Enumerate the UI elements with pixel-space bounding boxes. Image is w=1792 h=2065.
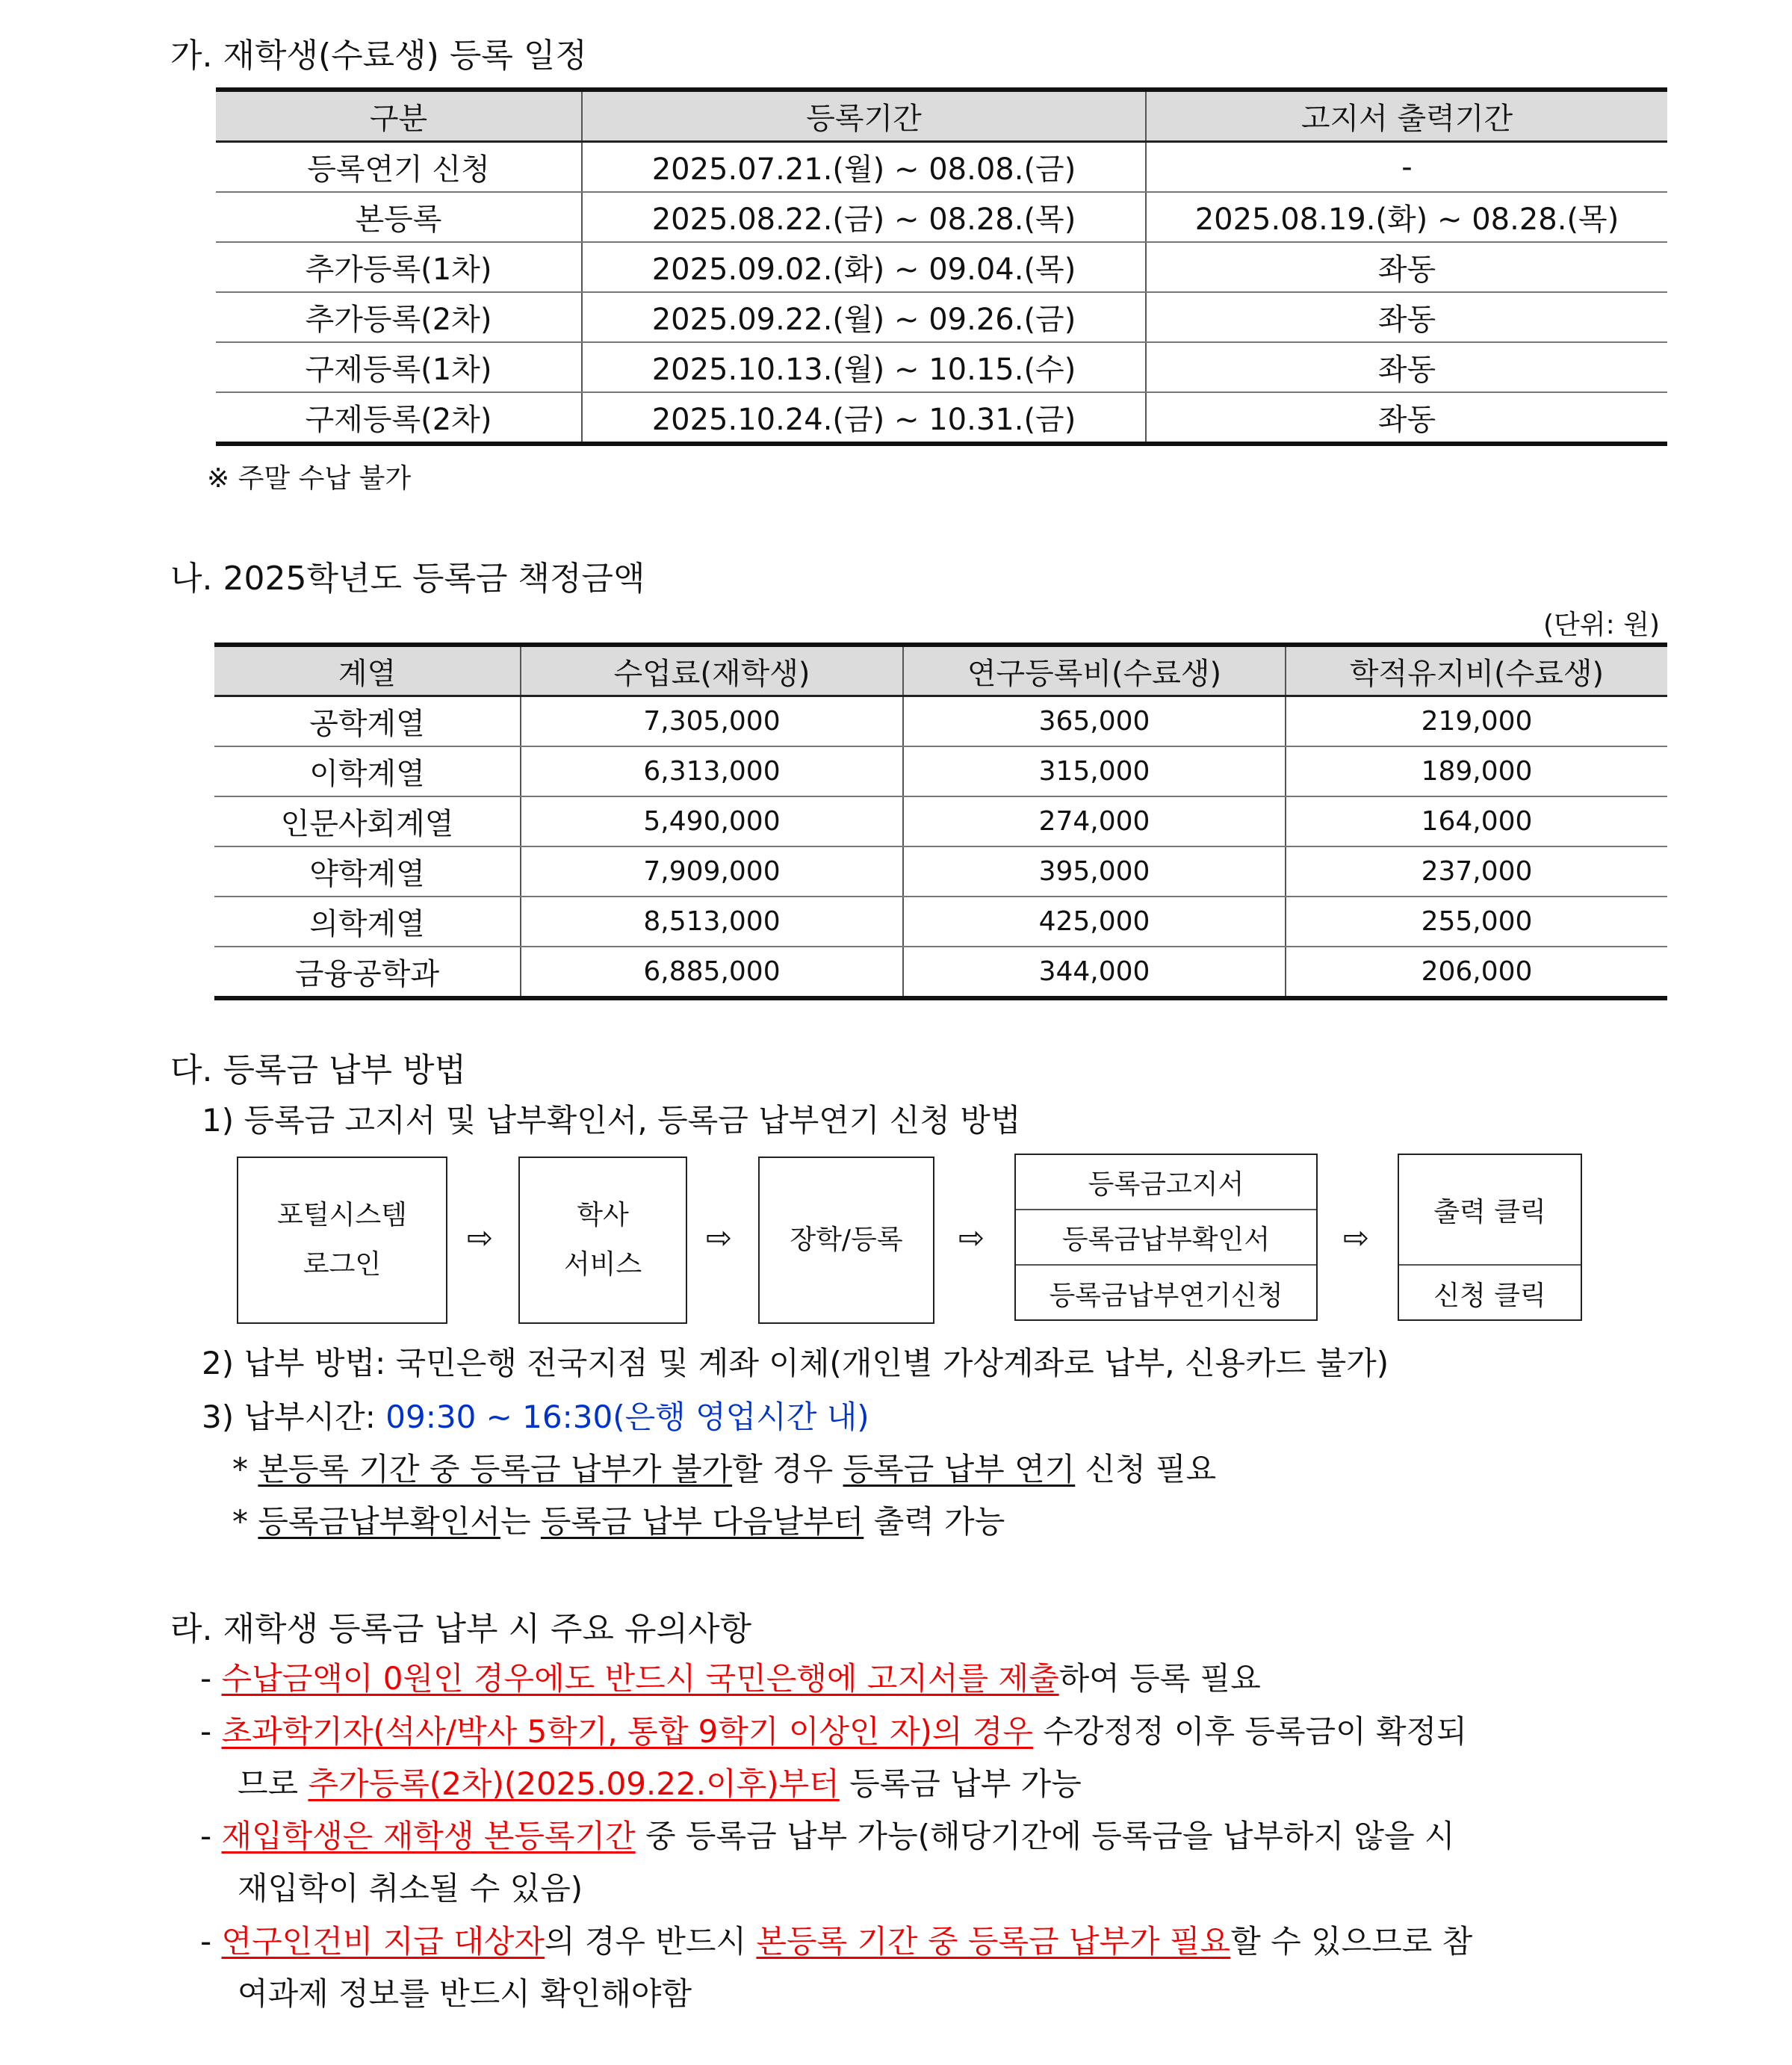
unit-label: (단위: 원) [1543,610,1660,640]
table-cell: 7,305,000 [521,696,903,747]
right-arrow-icon: ⇨ [706,1219,733,1256]
red-underlined-text: 연구인건비 지급 대상자 [221,1923,545,1960]
red-underlined-text: 추가등록(2차)(2025.09.22.이후)부터 [308,1765,840,1802]
apply-click-label: 신청 클릭 [1433,1280,1546,1311]
column-header: 학적유지비(수료생) [1286,645,1667,696]
flow-text: 장학/등록 [790,1225,903,1255]
caution-text: 수강정정 이후 등록금이 확정되 [1032,1713,1467,1750]
flow-text: 로그인 [303,1249,382,1280]
column-header: 수업료(재학생) [521,645,903,696]
table-row [214,796,1667,846]
table-row [216,242,1667,292]
method-item-1: 1) 등록금 고지서 및 납부확인서, 등록금 납부연기 신청 방법 [202,1102,1021,1139]
section-d-title: 라. 재학생 등록금 납부 시 주요 유의사항 [170,1610,751,1648]
table-row [214,746,1667,796]
column-header: 연구등록비(수료생) [903,645,1286,696]
column-header: 고지서 출력기간 [1146,90,1667,142]
table-cell: 2025.08.19.(화) ~ 08.28.(목) [1146,192,1667,242]
table-cell: 본등록 [216,192,582,242]
payment-time-value: 09:30 ~ 16:30(은행 영업시간 내) [385,1399,869,1435]
caution-text: 할 수 있으므로 참 [1230,1923,1473,1960]
payment-time-label: 3) 납부시간: [202,1399,386,1435]
bullet-star: * [232,1451,248,1487]
caution-text: 중 등록금 납부 가능(해당기간에 등록금을 납부하지 않을 시 [635,1818,1455,1854]
flow-box-scholarship-registration [758,1157,934,1324]
flow-box-academic-service [518,1157,687,1324]
underlined-text: 본등록 기간 중 등록금 납부가 불가 [258,1451,733,1487]
star-note-1 [232,1445,1216,1490]
print-click-label: 출력 클릭 [1399,1155,1581,1266]
table-cell: 인문사회계열 [214,796,521,846]
red-underlined-text: 본등록 기간 중 등록금 납부가 필요 [756,1923,1231,1960]
table-cell: 구제등록(2차) [305,403,492,437]
table-header-row [214,645,1667,696]
table-cell: 2025.10.24.(금) ~ 10.31.(금) [582,392,1146,444]
table-cell: 구제등록(1차) [216,342,582,392]
bullet-star: * [232,1503,248,1540]
tuition-fee-table [214,643,1667,1000]
table-cell: 206,000 [1286,947,1667,998]
flow-text: 서비스 [563,1249,642,1280]
table-cell: 추가등록(2차) [216,292,582,342]
table-cell: 공학계열 [214,696,521,747]
flow-text: 포털시스템 [277,1200,407,1230]
table-cell: 금융공학과 [294,957,440,991]
table-cell: 365,000 [903,696,1286,747]
flow-action-box [1398,1154,1582,1321]
column-header: 구분 [216,90,582,142]
table-cell: 189,000 [1286,746,1667,796]
table-cell: 344,000 [903,947,1286,998]
table-cell: 의학계열 [214,897,521,947]
table-row [214,897,1667,947]
right-arrow-icon: ⇨ [958,1219,985,1256]
table-cell: 좌동 [1146,292,1667,342]
table-row [216,292,1667,342]
table-cell: 6,885,000 [521,947,903,998]
caution-item-2-cont [238,1759,1082,1804]
table-cell: 237,000 [1286,846,1667,897]
table-cell: 8,513,000 [521,897,903,947]
table-cell: 2025.09.02.(화) ~ 09.04.(목) [582,242,1146,292]
note-text: 는 [500,1503,541,1540]
section-b-title: 나. 2025학년도 등록금 책정금액 [170,560,645,598]
column-header: 등록기간 [582,90,1146,142]
red-underlined-text: 수납금액이 0원인 경우에도 반드시 국민은행에 고지서를 제출 [221,1660,1059,1697]
caution-item-4-cont: 여과제 정보를 반드시 확인해야함 [238,1975,692,2012]
red-underlined-text: 재입학생은 재학생 본등록기간 [221,1818,636,1854]
table-cell: 5,490,000 [521,796,903,846]
table-row [216,392,1667,444]
table-cell: 6,313,000 [521,746,903,796]
table-row [216,342,1667,392]
table-cell: 등록연기 신청 [216,142,582,193]
flow-text: 학사 [577,1200,629,1230]
dash-bullet: - [200,1923,212,1960]
flow-item-tuition-bill: 등록금고지서 [1016,1155,1316,1210]
caution-text: 하여 등록 필요 [1058,1660,1261,1697]
caution-text: 의 경우 반드시 [544,1923,757,1960]
star-note-2 [232,1497,1005,1542]
flow-item-payment-confirmation: 등록금납부확인서 [1016,1210,1316,1266]
flow-item-payment-deferral: 등록금납부연기신청 [1049,1280,1283,1311]
method-item-3 [202,1393,869,1437]
underlined-text: 등록금 납부 연기 [843,1451,1076,1487]
table-cell: 315,000 [903,746,1286,796]
table-cell: 2025.09.22.(월) ~ 09.26.(금) [582,292,1146,342]
table-cell: 425,000 [903,897,1286,947]
caution-item-3-cont: 재입학이 취소될 수 있음) [238,1870,583,1907]
underlined-text: 등록금 납부 다음날부터 [540,1503,864,1540]
section-a-title: 가. 재학생(수료생) 등록 일정 [170,37,587,75]
weekend-note: ※ 주말 수납 불가 [207,463,412,494]
underlined-text: 등록금납부확인서 [258,1503,500,1540]
column-header: 계열 [214,645,521,696]
table-cell: 255,000 [1286,897,1667,947]
table-row [214,696,1667,747]
table-cell: 추가등록(1차) [216,242,582,292]
caution-item-2 [200,1707,1467,1752]
note-text: 신청 필요 [1075,1451,1217,1487]
table-cell: 7,909,000 [521,846,903,897]
table-cell: 2025.07.21.(월) ~ 08.08.(금) [582,142,1146,193]
table-cell: 164,000 [1286,796,1667,846]
table-cell: 좌동 [1146,392,1667,444]
flow-box-portal-login [237,1157,447,1324]
flow-document-stack [1014,1154,1318,1321]
dash-bullet: - [200,1713,212,1750]
note-text: 할 경우 [732,1451,843,1487]
table-row [214,846,1667,897]
table-row [214,947,1667,998]
table-cell: 이학계열 [214,746,521,796]
table-cell: 2025.10.13.(월) ~ 10.15.(수) [582,342,1146,392]
table-cell: 좌동 [1146,342,1667,392]
method-item-2: 2) 납부 방법: 국민은행 전국지점 및 계좌 이체(개인별 가상계좌로 납부, 신용카드 불가) [202,1345,1389,1381]
note-text: 출력 가능 [864,1503,1005,1540]
caution-item-4 [200,1917,1472,1962]
table-cell: 219,000 [1286,696,1667,747]
table-cell: 274,000 [903,796,1286,846]
table-cell: 395,000 [903,846,1286,897]
table-cell: 약학계열 [214,846,521,897]
table-row [216,192,1667,242]
caution-item-1 [200,1654,1261,1699]
table-cell: 2025.08.22.(금) ~ 08.28.(목) [582,192,1146,242]
table-cell: - [1146,142,1667,193]
caution-item-3 [200,1812,1455,1857]
caution-text: 므로 [238,1765,309,1802]
red-underlined-text: 초과학기자(석사/박사 5학기, 통합 9학기 이상인 자)의 경우 [221,1713,1033,1750]
table-header-row [216,90,1667,142]
table-row [216,142,1667,193]
caution-text: 등록금 납부 가능 [839,1765,1082,1802]
section-c-title: 다. 등록금 납부 방법 [170,1051,466,1089]
right-arrow-icon: ⇨ [467,1219,494,1256]
dash-bullet: - [200,1818,212,1854]
dash-bullet: - [200,1660,212,1697]
right-arrow-icon: ⇨ [1343,1219,1370,1256]
table-cell: 좌동 [1146,242,1667,292]
registration-schedule-table [216,87,1667,446]
